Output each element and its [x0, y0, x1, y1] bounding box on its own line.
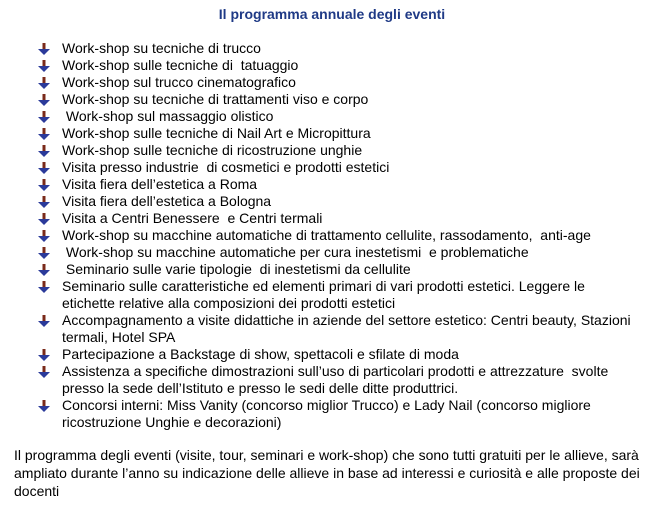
down-arrow-icon: [38, 159, 62, 176]
list-item-text: Visita presso industrie di cosmetici e prodotti estetici: [62, 159, 390, 175]
list-item-text: Work-shop sulle tecniche di tatuaggio: [62, 57, 299, 73]
list-item: [38, 193, 638, 210]
down-arrow-icon: [38, 57, 62, 74]
list-item-text: Work-shop sulle tecniche di Nail Art e Micropittura: [62, 125, 371, 141]
down-arrow-icon: [38, 176, 62, 193]
list-item-text: Visita fiera dell’estetica a Bologna: [62, 193, 272, 209]
down-arrow-icon: [38, 397, 62, 414]
list-item: [38, 74, 638, 91]
list-item: [38, 244, 638, 261]
list-item-text: Accompagnamento a visite didattiche in aziende del settore estetico: Centri beauty, Stazioni termali, Hotel SPA: [62, 312, 635, 345]
list-item-text: Partecipazione a Backstage di show, spettacoli e sfilate di moda: [62, 346, 459, 362]
down-arrow-icon: [38, 363, 62, 380]
down-arrow-icon: [38, 261, 62, 278]
list-item: [38, 91, 638, 108]
list-item-text: Seminario sulle caratteristiche ed elementi primari di vari prodotti estetici. Leggere le etichette relative alla composizioni dei prodotti estetici: [62, 278, 589, 311]
list-item-text: Work-shop su macchine automatiche per cura inestetismi e problematiche: [62, 244, 529, 260]
page-title: Il programma annuale degli eventi: [218, 6, 446, 22]
list-item-text: Visita a Centri Benessere e Centri termali: [62, 210, 323, 226]
list-item: [38, 397, 638, 431]
list-item: [38, 159, 638, 176]
list-item: [38, 210, 638, 227]
down-arrow-icon: [38, 346, 62, 363]
list-item-text: Work-shop sul massaggio olistico: [62, 108, 274, 124]
list-item: [38, 40, 638, 57]
down-arrow-icon: [38, 193, 62, 210]
list-item: [38, 363, 638, 397]
down-arrow-icon: [38, 125, 62, 142]
list-item: [38, 125, 638, 142]
event-list: [38, 40, 638, 431]
list-item: [38, 278, 638, 312]
down-arrow-icon: [38, 91, 62, 108]
list-item-text: Work-shop su tecniche di trattamenti viso e corpo: [62, 91, 369, 107]
list-item-text: Work-shop sulle tecniche di ricostruzione unghie: [62, 142, 363, 158]
down-arrow-icon: [38, 278, 62, 295]
down-arrow-icon: [38, 244, 62, 261]
down-arrow-icon: [38, 142, 62, 159]
down-arrow-icon: [38, 108, 62, 125]
list-item-text: Work-shop sul trucco cinematografico: [62, 74, 296, 90]
list-item: [38, 312, 638, 346]
down-arrow-icon: [38, 74, 62, 91]
list-item: [38, 346, 638, 363]
down-arrow-icon: [38, 312, 62, 329]
list-item-text: Assistenza a specifiche dimostrazioni sull’uso di particolari prodotti e attrezzature svolte presso la sede dell’Istituto e presso le sedi delle ditte produttrici.: [62, 363, 613, 396]
list-item: [38, 176, 638, 193]
down-arrow-icon: [38, 227, 62, 244]
list-item: [38, 261, 638, 278]
list-item-text: Work-shop su macchine automatiche di trattamento cellulite, rassodamento, anti-age: [62, 227, 591, 243]
list-item: [38, 108, 638, 125]
list-item: [38, 57, 638, 74]
list-item-text: Concorsi interni: Miss Vanity (concorso miglior Trucco) e Lady Nail (concorso migliore ricostruzione Unghie e decorazioni): [62, 397, 595, 430]
list-item: [38, 227, 638, 244]
down-arrow-icon: [38, 40, 62, 57]
footer-paragraph: Il programma degli eventi (visite, tour, seminari e work-shop) che sono tutti gratuiti per le allieve, sarà ampliato durante l’anno su indicazione delle allieve in base ad interessi e curiosità e alle proposte dei docenti: [14, 447, 640, 499]
list-item-text: Seminario sulle varie tipologie di inestetismi da cellulite: [62, 261, 411, 277]
list-item-text: Visita fiera dell’estetica a Roma: [62, 176, 258, 192]
list-item-text: Work-shop su tecniche di trucco: [62, 40, 261, 56]
down-arrow-icon: [38, 210, 62, 227]
list-item: [38, 142, 638, 159]
